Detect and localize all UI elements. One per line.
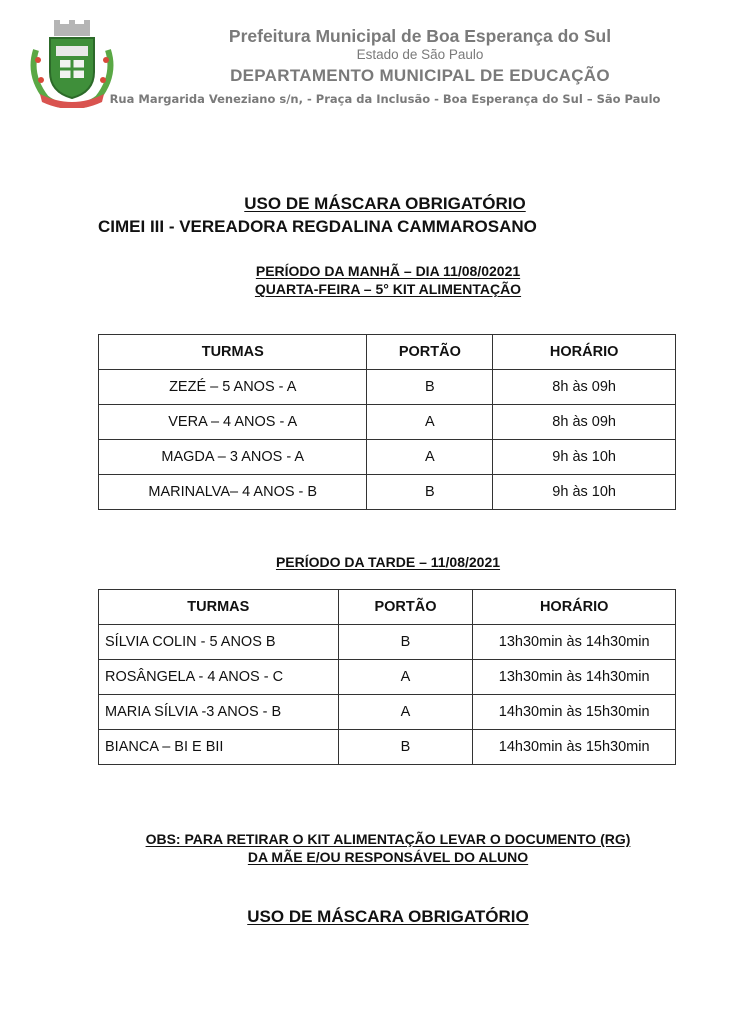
class-cell: MAGDA – 3 ANOS - A — [99, 440, 367, 475]
column-header-portao: PORTÃO — [338, 590, 473, 625]
time-cell: 8h às 09h — [493, 370, 676, 405]
class-cell: VERA – 4 ANOS - A — [99, 405, 367, 440]
afternoon-schedule-table — [98, 589, 676, 765]
class-cell: MARIA SÍLVIA -3 ANOS - B — [99, 695, 339, 730]
mask-notice-title: USO DE MÁSCARA OBRIGATÓRIO — [244, 194, 526, 213]
mask-notice-footer: USO DE MÁSCARA OBRIGATÓRIO — [247, 907, 529, 926]
gate-cell: B — [367, 475, 493, 510]
time-cell: 13h30min às 14h30min — [473, 660, 676, 695]
table-row — [99, 475, 676, 510]
header-address: Rua Margarida Veneziano s/n, - Praça da Inclusão - Boa Esperança do Sul – São Paulo — [109, 92, 661, 106]
class-cell: BIANCA – BI E BII — [99, 730, 339, 765]
table-header-row — [99, 335, 676, 370]
time-cell: 14h30min às 15h30min — [473, 730, 676, 765]
table-row — [99, 695, 676, 730]
morning-period-heading: PERÍODO DA MANHÃ – DIA 11/08/02021 — [255, 263, 521, 279]
letterhead — [0, 0, 750, 115]
table-row — [99, 730, 676, 765]
class-cell: ZEZÉ – 5 ANOS - A — [99, 370, 367, 405]
obs-note-line-1: OBS: PARA RETIRAR O KIT ALIMENTAÇÃO LEVAR O DOCUMENTO (RG) — [145, 831, 631, 847]
header-department: DEPARTAMENTO MUNICIPAL DE EDUCAÇÃO — [230, 66, 610, 85]
column-header-turmas: TURMAS — [99, 335, 367, 370]
gate-cell: A — [338, 695, 473, 730]
time-cell: 14h30min às 15h30min — [473, 695, 676, 730]
time-cell: 9h às 10h — [493, 475, 676, 510]
table-row — [99, 625, 676, 660]
obs-note-line-2: DA MÃE E/OU RESPONSÁVEL DO ALUNO — [247, 849, 529, 865]
time-cell: 8h às 09h — [493, 405, 676, 440]
gate-cell: B — [338, 625, 473, 660]
gate-cell: A — [367, 440, 493, 475]
column-header-horario: HORÁRIO — [473, 590, 676, 625]
gate-cell: A — [367, 405, 493, 440]
morning-schedule-table — [98, 334, 676, 510]
table-row — [99, 405, 676, 440]
column-header-horario: HORÁRIO — [493, 335, 676, 370]
school-name: CIMEI III - VEREADORA REGDALINA CAMMAROSANO — [98, 217, 537, 236]
class-cell: SÍLVIA COLIN - 5 ANOS B — [99, 625, 339, 660]
morning-day-heading: QUARTA-FEIRA – 5° KIT ALIMENTAÇÃO — [254, 281, 522, 297]
header-state: Estado de São Paulo — [356, 47, 484, 62]
gate-cell: B — [367, 370, 493, 405]
gate-cell: B — [338, 730, 473, 765]
header-municipality: Prefeitura Municipal de Boa Esperança do Sul — [228, 26, 612, 46]
column-header-turmas: TURMAS — [99, 590, 339, 625]
table-row — [99, 440, 676, 475]
time-cell: 9h às 10h — [493, 440, 676, 475]
time-cell: 13h30min às 14h30min — [473, 625, 676, 660]
column-header-portao: PORTÃO — [367, 335, 493, 370]
class-cell: ROSÂNGELA - 4 ANOS - C — [99, 660, 339, 695]
table-header-row — [99, 590, 676, 625]
class-cell: MARINALVA– 4 ANOS - B — [99, 475, 367, 510]
gate-cell: A — [338, 660, 473, 695]
afternoon-period-heading: PERÍODO DA TARDE – 11/08/2021 — [275, 554, 501, 570]
table-row — [99, 660, 676, 695]
table-row — [99, 370, 676, 405]
